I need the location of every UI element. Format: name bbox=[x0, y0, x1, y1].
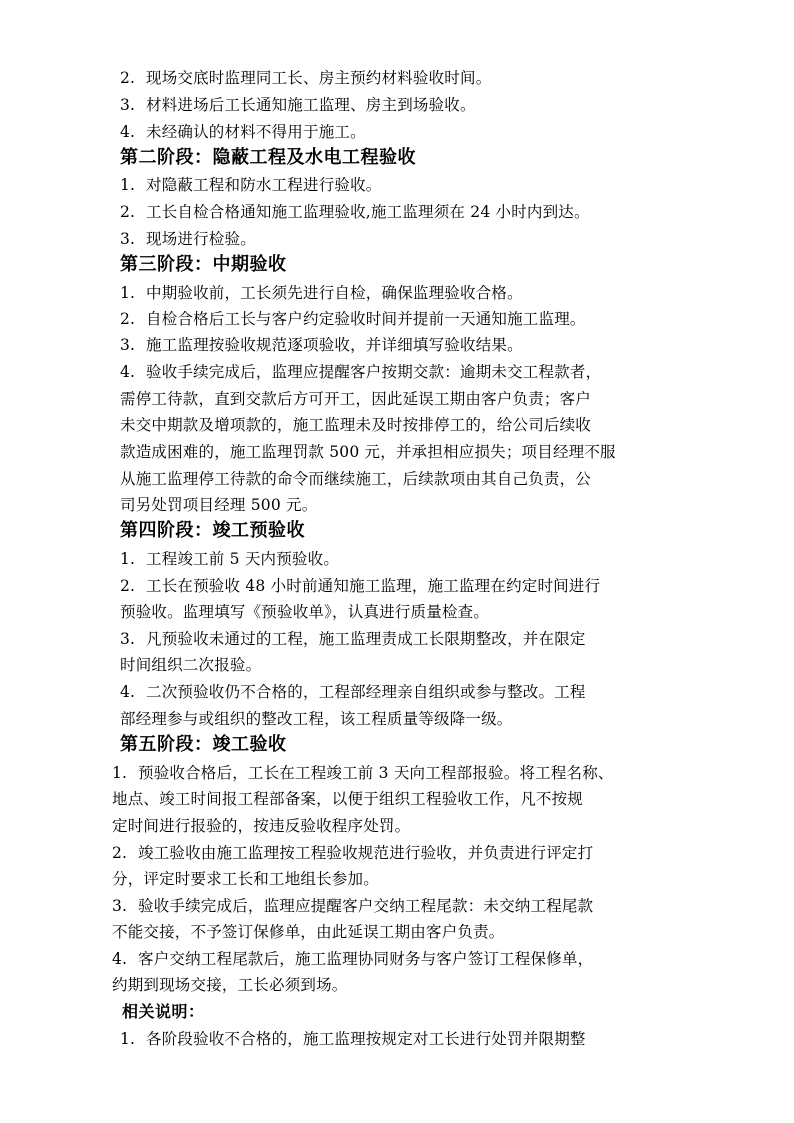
stage1-item-4 bbox=[120, 119, 366, 145]
list-text: 工程竣工前 5 天内预验收。 bbox=[146, 550, 340, 568]
list-text: 现场交底时监理同工长、房主预约材料验收时间。 bbox=[146, 69, 492, 87]
stage3-item-4-line-4: 款造成困难的，施工监理罚款 500 元，并承担相应损失；项目经理不服 bbox=[120, 443, 616, 461]
list-number: 2. bbox=[112, 844, 128, 862]
stage4-item-2-line-1 bbox=[120, 573, 600, 599]
list-number: 3. bbox=[112, 897, 128, 915]
list-text: 现场进行检验。 bbox=[146, 230, 256, 248]
list-text: 凡预验收未通过的工程，施工监理责成工长限期整改，并在限定 bbox=[146, 630, 586, 648]
stage5-item-4-line-2: 约期到现场交接，工长必须到场。 bbox=[112, 976, 348, 994]
notes-item-1 bbox=[120, 1026, 586, 1052]
list-number: 4. bbox=[120, 123, 136, 141]
stage4-item-4-line-1 bbox=[120, 679, 586, 705]
list-number: 4. bbox=[112, 950, 128, 968]
list-text: 对隐蔽工程和防水工程进行验收。 bbox=[146, 176, 382, 194]
stage5-item-2-line-2: 分，评定时要求工长和工地组长参加。 bbox=[112, 870, 379, 888]
stage4-item-4-line-2: 部经理参与或组织的整改工程，该工程质量等级降一级。 bbox=[120, 710, 513, 728]
stage3-item-4-line-5: 从施工监理停工待款的命令而继续施工，后续款项由其自己负责，公 bbox=[120, 470, 592, 488]
stage3-item-3 bbox=[120, 332, 523, 358]
stage3-item-4-line-1 bbox=[120, 359, 601, 385]
stage1-item-2 bbox=[120, 65, 491, 91]
list-text: 中期验收前，工长须先进行自检，确保监理验收合格。 bbox=[146, 284, 523, 302]
stage5-item-3-line-1 bbox=[112, 893, 593, 919]
list-number: 2. bbox=[120, 310, 136, 328]
list-number: 1. bbox=[120, 176, 136, 194]
list-number: 4. bbox=[120, 683, 136, 701]
list-number: 2. bbox=[120, 577, 136, 595]
stage4-heading: 第四阶段：竣工预验收 bbox=[120, 520, 305, 541]
stage2-item-1 bbox=[120, 172, 382, 198]
stage3-item-4-line-2: 需停工待款，直到交款后方可开工，因此延误工期由客户负责；客户 bbox=[120, 390, 592, 408]
list-number: 4. bbox=[120, 363, 136, 381]
list-text: 各阶段验收不合格的，施工监理按规定对工长进行处罚并限期整 bbox=[146, 1030, 586, 1048]
stage5-item-1-line-2: 地点、竣工时间报工程部备案，以便于组织工程验收工作，凡不按规 bbox=[112, 790, 584, 808]
stage3-item-2 bbox=[120, 306, 586, 332]
list-number: 1. bbox=[120, 284, 136, 302]
list-number: 3. bbox=[120, 630, 136, 648]
list-text: 二次预验收仍不合格的，工程部经理亲自组织或参与整改。工程 bbox=[146, 683, 586, 701]
stage2-heading: 第二阶段：隐蔽工程及水电工程验收 bbox=[120, 147, 416, 168]
list-number: 2. bbox=[120, 69, 136, 87]
stage5-item-3-line-2: 不能交接，不予签订保修单，由此延误工期由客户负责。 bbox=[112, 923, 505, 941]
list-text: 工长在预验收 48 小时前通知施工监理，施工监理在约定时间进行 bbox=[146, 577, 601, 595]
stage5-heading: 第五阶段：竣工验收 bbox=[120, 734, 287, 755]
list-text: 自检合格后工长与客户约定验收时间并提前一天通知施工监理。 bbox=[146, 310, 586, 328]
list-number: 1. bbox=[112, 764, 128, 782]
stage5-item-1-line-1 bbox=[112, 760, 614, 786]
list-number: 3. bbox=[120, 336, 136, 354]
stage4-item-3-line-2: 时间组织二次报验。 bbox=[120, 656, 262, 674]
list-text: 验收手续完成后，监理应提醒客户交纳工程尾款：未交纳工程尾款 bbox=[138, 897, 594, 915]
stage3-item-1 bbox=[120, 280, 523, 306]
stage3-item-4-line-3: 未交中期款及增项款的，施工监理未及时按排停工的，给公司后续收 bbox=[120, 416, 592, 434]
stage4-item-2-line-2: 预验收。监理填写《预验收单》，认真进行质量检查。 bbox=[120, 603, 490, 621]
list-number: 3. bbox=[120, 230, 136, 248]
list-text: 未经确认的材料不得用于施工。 bbox=[146, 123, 366, 141]
list-number: 1. bbox=[120, 550, 136, 568]
list-text: 预验收合格后，工长在工程竣工前 3 天向工程部报验。将工程名称、 bbox=[138, 764, 614, 782]
list-text: 客户交纳工程尾款后，施工监理协同财务与客户签订工程保修单， bbox=[138, 950, 594, 968]
stage4-item-1 bbox=[120, 546, 339, 572]
list-text: 工长自检合格通知施工监理验收,施工监理须在 24 小时内到达。 bbox=[146, 203, 590, 221]
stage5-item-2-line-1 bbox=[112, 840, 593, 866]
list-number: 2. bbox=[120, 203, 136, 221]
list-text: 施工监理按验收规范逐项验收，并详细填写验收结果。 bbox=[146, 336, 523, 354]
stage3-heading: 第三阶段：中期验收 bbox=[120, 254, 287, 275]
list-text: 验收手续完成后，监理应提醒客户按期交款：逾期未交工程款者， bbox=[146, 363, 602, 381]
stage5-item-1-line-3: 定时间进行报验的，按违反验收程序处罚。 bbox=[112, 817, 411, 835]
stage4-item-3-line-1 bbox=[120, 626, 586, 652]
stage2-item-2 bbox=[120, 199, 590, 225]
list-text: 材料进场后工长通知施工监理、房主到场验收。 bbox=[146, 96, 476, 114]
stage5-item-4-line-1 bbox=[112, 946, 593, 972]
stage2-item-3 bbox=[120, 226, 256, 252]
list-number: 1. bbox=[120, 1030, 136, 1048]
list-number: 3. bbox=[120, 96, 136, 114]
stage3-item-4-line-6: 司另处罚项目经理 500 元。 bbox=[120, 496, 318, 514]
notes-heading: 相关说明： bbox=[122, 1002, 205, 1021]
stage1-item-3 bbox=[120, 92, 476, 118]
list-text: 竣工验收由施工监理按工程验收规范进行验收，并负责进行评定打 bbox=[138, 844, 594, 862]
